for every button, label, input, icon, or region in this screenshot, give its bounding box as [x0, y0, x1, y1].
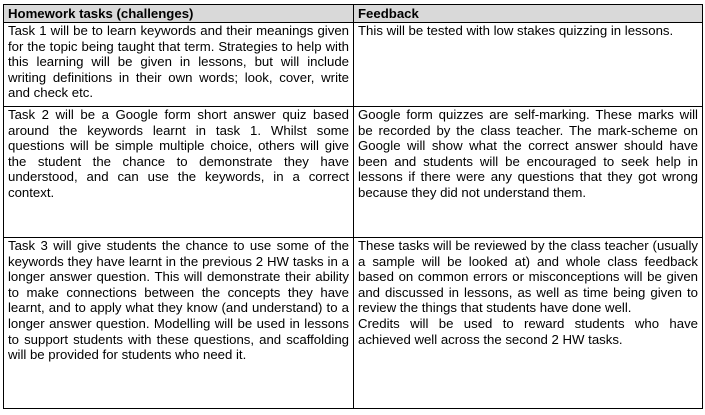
feedback-cell [354, 23, 703, 107]
task-cell: Task 3 will give students the chance to use some of the keywords they have learnt in the previous 2 HW tasks in a longer answer question. This will demonstrate their ability to make connections between the concepts they have learnt, and to apply what they know (and understand) to a longer answer question. Modelling will be used in lessons to support students with these questions, and scaffolding will be provided for students who need it. [4, 238, 354, 409]
feedback-paragraph: This will be tested with low stakes quizzing in lessons. [358, 23, 674, 38]
feedback-paragraph: Google form quizzes are self-marking. These marks will be recorded by the class teacher. The mark-scheme on Google will show what the correct answer should have been and students will be encouraged to seek help in lessons if there were any questions that they got wrong because they did not understand them. [358, 107, 698, 200]
header-row [4, 5, 703, 23]
feedback-cell [354, 107, 703, 238]
feedback-cell [354, 238, 703, 409]
header-homework-tasks: Homework tasks (challenges) [4, 5, 354, 23]
task-cell: Task 1 will be to learn keywords and their meanings given for the topic being taught that term. Strategies to help with this learning will be given in lessons, but will include writing definitions in their own words; look, cover, write and check etc. [4, 23, 354, 107]
feedback-paragraph: Credits will be used to reward students who have achieved well across the second 2 HW tasks. [358, 315, 698, 347]
table-row [4, 238, 703, 409]
task-cell: Task 2 will be a Google form short answer quiz based around the keywords learnt in task 1. Whilst some questions will be simple multiple choice, others will give the student the chance to demonstrate they have understood, and can use the keywords, in a correct context. [4, 107, 354, 238]
header-feedback: Feedback [354, 5, 703, 23]
table-row [4, 107, 703, 238]
table-row [4, 23, 703, 107]
homework-feedback-table [3, 4, 703, 409]
feedback-paragraph: These tasks will be reviewed by the class teacher (usually a sample will be looked at) and whole class feedback based on common errors or misconceptions will be given and discussed in lessons, as well as time being given to review the things that students have done well. [358, 238, 698, 316]
